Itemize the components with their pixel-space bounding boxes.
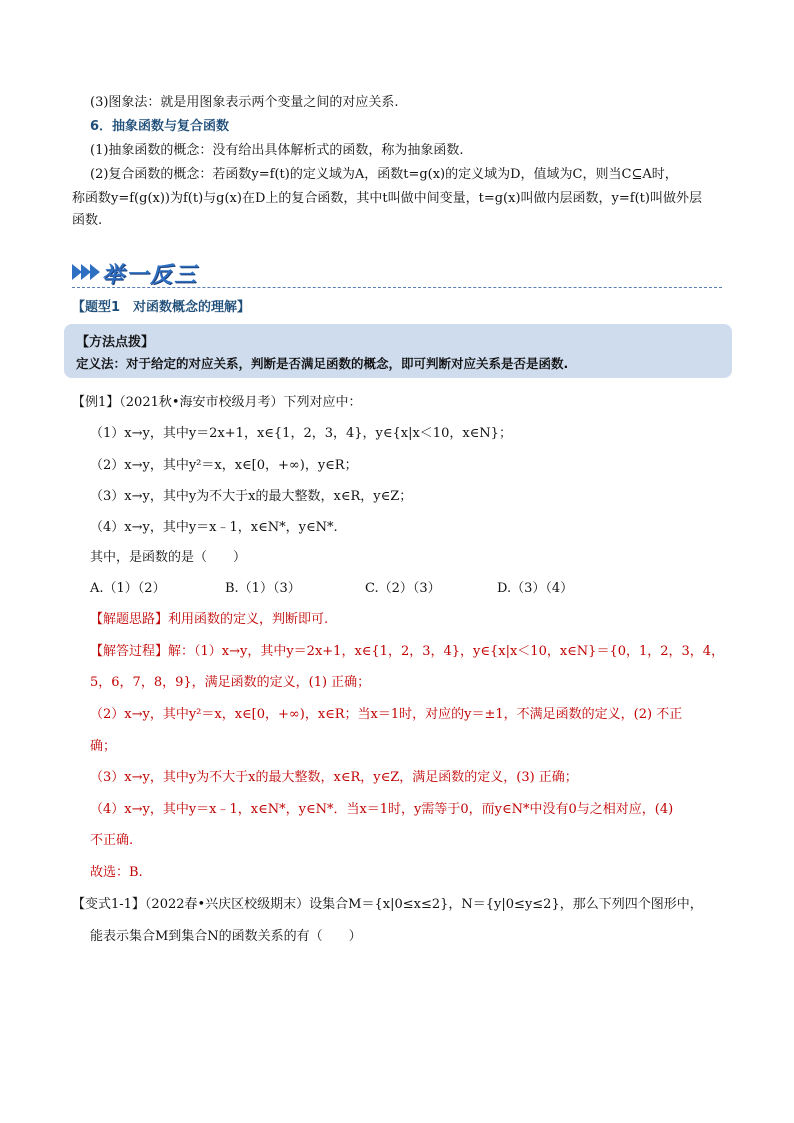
item-2-line-2: 称函数y=f(g(x))为f(t)与g(x)在D上的复合函数，其中t叫做中间变量，t=g(x)叫做内层函数，y=f(t)叫做外层 [72, 191, 702, 206]
example-1-case-4: （4）x→y，其中y＝x﹣1，x∈N*，y∈N*. [90, 520, 338, 535]
heading-6: 6．抽象函数与复合函数 [90, 119, 230, 134]
type-1-label: 【题型1 对函数概念的理解】 [72, 300, 251, 315]
example-1-head: 【例1】（2021秋•海安市校级月考）下列对应中： [72, 395, 362, 410]
solution-1a: 【解答过程】解：（1）x→y，其中y＝2x+1，x∈{1，2，3，4}，y∈{x|x＜10，x∈N}＝{0，1，2，3，4， [90, 644, 725, 659]
example-1-case-1: （1）x→y，其中y＝2x+1，x∈{1，2，3，4}，y∈{x|x＜10，x∈N}； [90, 426, 512, 441]
option-a: A.（1）（2） [90, 581, 166, 596]
item-2-line-1: (2)复合函数的概念：若函数y=f(t)的定义域为A，函数t=g(x)的定义域为D，值域为C，则当C⊆A时， [90, 167, 678, 182]
item-2-line-3: 函数. [72, 213, 103, 228]
variant-line-2: 能表示集合M到集合N的函数关系的有（ ） [90, 929, 362, 944]
solution-2b: 确； [90, 739, 117, 754]
example-1-case-3: （3）x→y，其中y为不大于x的最大整数，x∈R，y∈Z； [90, 489, 413, 504]
option-d: D.（3）（4） [497, 581, 574, 596]
chevron-icon [90, 264, 100, 280]
solution-4b: 不正确. [90, 833, 134, 848]
method-label: 【方法点拨】 [76, 335, 155, 350]
solution-idea: 【解题思路】利用函数的定义，判断即可. [90, 612, 329, 627]
example-1-question: 其中，是函数的是（ ） [90, 550, 247, 565]
option-c: C.（2）（3） [365, 581, 441, 596]
example-1-case-2: （2）x→y，其中y²＝x，x∈[0，+∞)，y∈R； [90, 458, 358, 473]
solution-3: （3）x→y，其中y为不大于x的最大整数，x∈R，y∈Z，满足函数的定义，(3) 正确； [90, 770, 578, 785]
solution-4a: （4）x→y，其中y＝x﹣1，x∈N*，y∈N*．当x＝1时，y需等于0，而y∈N*中没有0与之相对应，(4) [90, 802, 674, 817]
solution-2a: （2）x→y，其中y²＝x，x∈[0，+∞)，x∈R；当x＝1时，对应的y＝±1，不满足函数的定义，(2) 不正 [90, 707, 683, 722]
solution-1b: 5，6，7，8，9}，满足函数的定义，(1) 正确； [90, 675, 371, 690]
banner-title: 举一反三 [102, 263, 199, 288]
option-b: B.（1）（3） [225, 581, 301, 596]
method-text: 定义法：对于给定的对应关系，判断是否满足函数的概念，即可判断对应关系是否是函数. [76, 356, 569, 371]
item-3: (3)图象法：就是用图象表示两个变量之间的对应关系. [90, 95, 399, 110]
variant-line-1: 【变式1-1】（2022春•兴庆区校级期末）设集合M＝{x|0≤x≤2}，N＝{y|0≤y≤2}，那么下列四个图形中， [72, 897, 703, 912]
section-banner [72, 256, 732, 290]
item-1: (1)抽象函数的概念：没有给出具体解析式的函数，称为抽象函数. [90, 143, 464, 158]
divider [72, 287, 722, 288]
answer: 故选：B. [90, 865, 143, 880]
